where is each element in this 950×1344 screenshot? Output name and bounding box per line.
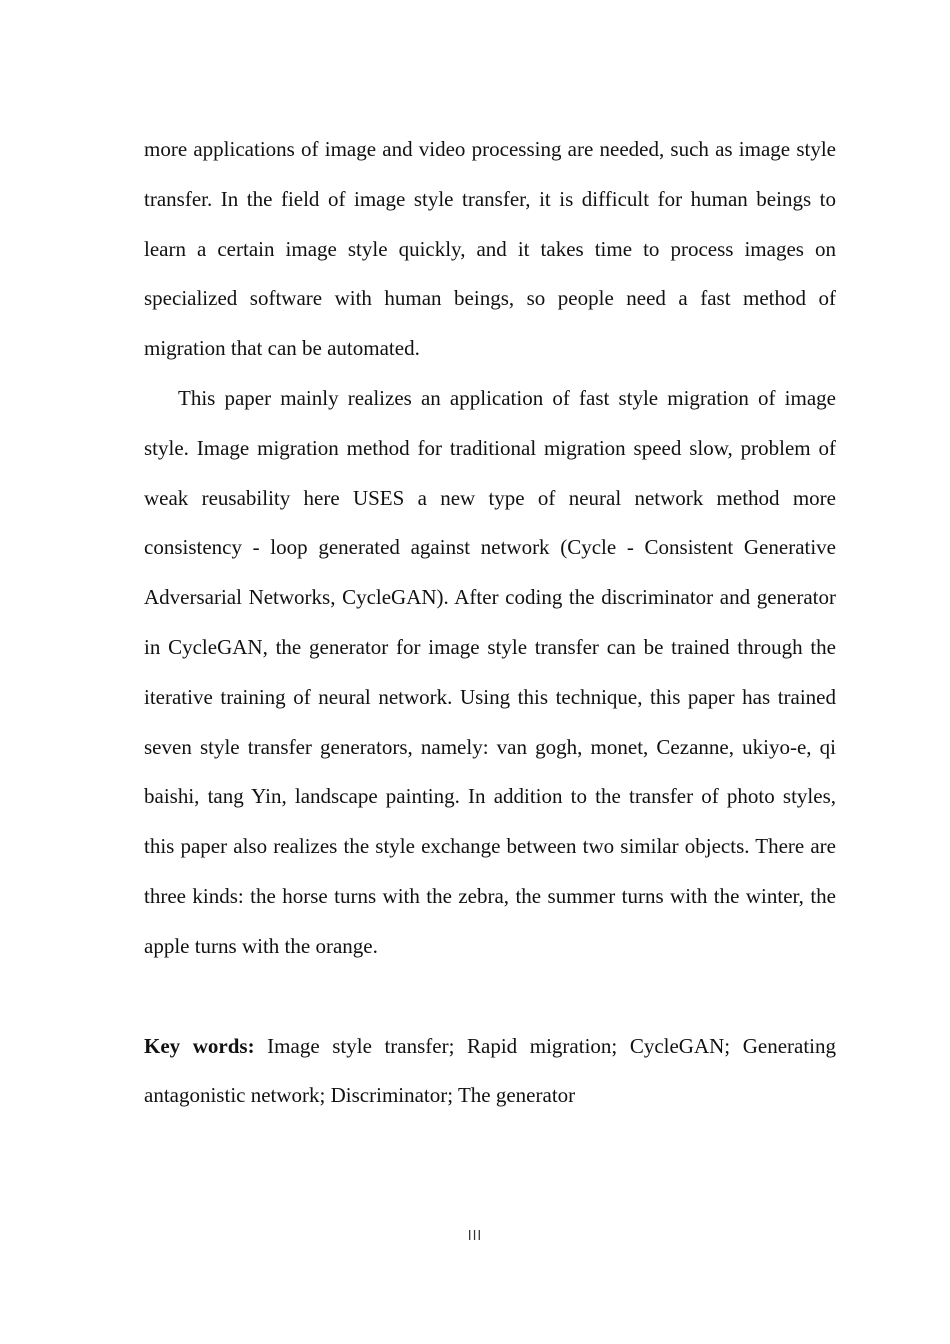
keywords-line <box>144 1022 836 1122</box>
page-number: III <box>467 1229 483 1244</box>
keywords-text: Image style transfer; Rapid migration; CycleGAN; Generating antagonistic network; Discriminator; The generator <box>144 1033 836 1108</box>
abstract-paragraph-continued: more applications of image and video processing are needed, such as image style transfer. In the field of image style transfer, it is difficult for human beings to learn a certain image style quickly, and it takes time to process images on specialized software with human beings, so people need a fast method of migration that can be automated. <box>144 137 836 361</box>
abstract-body <box>144 125 836 1121</box>
keywords-label: Key words: <box>144 1033 255 1058</box>
paragraph-spacer <box>144 972 836 1022</box>
abstract-paragraph: This paper mainly realizes an application of fast style migration of image style. Image migration method for traditional migration speed slow, problem of weak reusability here USES a new type of neural network method more consistency - loop generated against network (Cycle - Consistent Generative Adversarial Networks, CycleGAN). After coding the discriminator and generator in CycleGAN, the generator for image style transfer can be trained through the iterative training of neural network. Using this technique, this paper has trained seven style transfer generators, namely: van gogh, monet, Cezanne, ukiyo-e, qi baishi, tang Yin, landscape painting. In addition to the transfer of photo styles, this paper also realizes the style exchange between two similar objects. There are three kinds: the horse turns with the zebra, the summer turns with the winter, the apple turns with the orange. <box>144 385 836 958</box>
